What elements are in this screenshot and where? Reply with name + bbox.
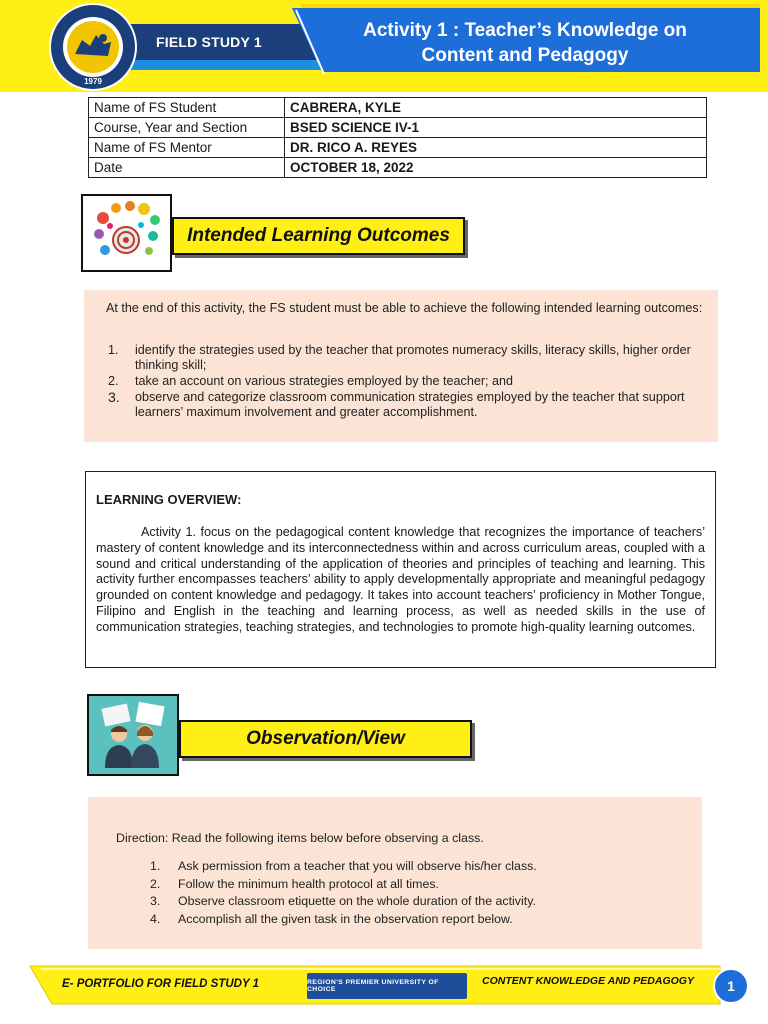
list-text: Observe classroom etiquette on the whole duration of the activity.	[178, 894, 536, 908]
info-value: BSED SCIENCE IV-1	[285, 118, 707, 138]
info-label: Name of FS Student	[89, 98, 285, 118]
learning-overview-title: LEARNING OVERVIEW:	[96, 492, 242, 507]
learning-outcomes-icon	[83, 196, 170, 270]
page-footer	[0, 960, 768, 1010]
list-number: 4.	[150, 911, 161, 926]
list-text: observe and categorize classroom communication strategies employed by the teacher that support learners’ maximum involvement and greater accomplishment.	[135, 390, 685, 419]
ilo-banner-label: Intended Learning Outcomes	[187, 225, 450, 246]
list-item	[150, 876, 537, 893]
page-number: 1	[727, 978, 735, 994]
list-number: 2.	[108, 374, 119, 388]
direction-text: Direction: Read the following items below before observing a class.	[116, 831, 484, 845]
info-value: OCTOBER 18, 2022	[285, 158, 707, 178]
list-number: 1.	[108, 343, 119, 357]
info-value: CABRERA, KYLE	[285, 98, 707, 118]
page-number-badge	[713, 968, 749, 1004]
ilo-list	[108, 343, 708, 421]
activity-title	[300, 18, 750, 68]
list-text: Follow the minimum health protocol at all times.	[178, 876, 439, 891]
list-number: 1.	[150, 859, 161, 873]
table-row	[89, 158, 707, 178]
ilo-intro: At the end of this activity, the FS student must be able to achieve the following intended learning outcomes:	[106, 301, 703, 315]
info-label: Date	[89, 158, 285, 178]
direction-list	[150, 858, 537, 928]
list-item	[150, 911, 537, 928]
footer-tagline-badge	[307, 973, 467, 999]
learning-outcomes-icon-box	[81, 194, 172, 272]
list-item	[150, 858, 537, 875]
direction-box	[88, 797, 702, 949]
observation-icon-box	[87, 694, 179, 776]
list-text: Ask permission from a teacher that you will observe his/her class.	[178, 859, 537, 873]
info-value: DR. RICO A. REYES	[285, 138, 707, 158]
list-text: identify the strategies used by the teacher that promotes numeracy skills, literacy skills, higher order thinking skill;	[135, 343, 691, 372]
observation-banner	[179, 720, 472, 758]
list-item	[150, 893, 537, 910]
table-row	[89, 98, 707, 118]
ilo-banner	[172, 217, 465, 255]
list-item	[108, 390, 708, 420]
activity-title-line-2: Content and Pedagogy	[421, 45, 629, 66]
field-study-badge: FIELD STUDY 1	[156, 34, 262, 50]
university-seal-icon	[48, 2, 138, 92]
page-header	[0, 0, 768, 92]
list-item	[108, 374, 708, 389]
learning-overview-box	[85, 471, 716, 668]
classroom-observation-icon	[89, 696, 177, 774]
list-number: 3.	[108, 389, 120, 405]
ilo-box	[84, 290, 718, 442]
logo-year: 1979	[84, 77, 102, 86]
student-info-table	[88, 97, 707, 178]
table-row	[89, 138, 707, 158]
footer-portfolio-label: E- PORTFOLIO FOR FIELD STUDY 1	[62, 978, 260, 990]
list-number: 3.	[150, 894, 161, 908]
list-text: take an account on various strategies employed by the teacher; and	[135, 374, 514, 388]
info-label: Name of FS Mentor	[89, 138, 285, 158]
footer-topic-label: CONTENT KNOWLEDGE AND PEDAGOGY	[482, 975, 694, 987]
info-label: Course, Year and Section	[89, 118, 285, 138]
footer-tagline: REGION'S PREMIER UNIVERSITY OF CHOICE	[307, 979, 439, 993]
observation-banner-label: Observation/View	[246, 728, 405, 749]
activity-title-line-1: Activity 1 : Teacher’s Knowledge on	[363, 20, 687, 41]
list-text: Accomplish all the given task in the observation report below.	[178, 911, 513, 926]
list-number: 2.	[150, 876, 161, 891]
table-row	[89, 118, 707, 138]
learning-overview-body: Activity 1. focus on the pedagogical content knowledge that recognizes the importance of teachers’ mastery of content knowledge and its interconnectedness within and across curriculum areas, coupled with a sound and critical understanding of the application of theories and principles of teaching and learning. This activity further encompasses teachers’ ability to apply developmentally appropriate and meaningful pedagogy grounded on content knowledge and pedagogy. It takes into account teachers’ proficiency in Mother Tongue, Filipino and English in the teaching and learning process, as well as needed skills in the use of communication strategies, teaching strategies, and technologies to promote high-quality learning outcomes.	[96, 525, 705, 634]
list-item	[108, 343, 708, 373]
